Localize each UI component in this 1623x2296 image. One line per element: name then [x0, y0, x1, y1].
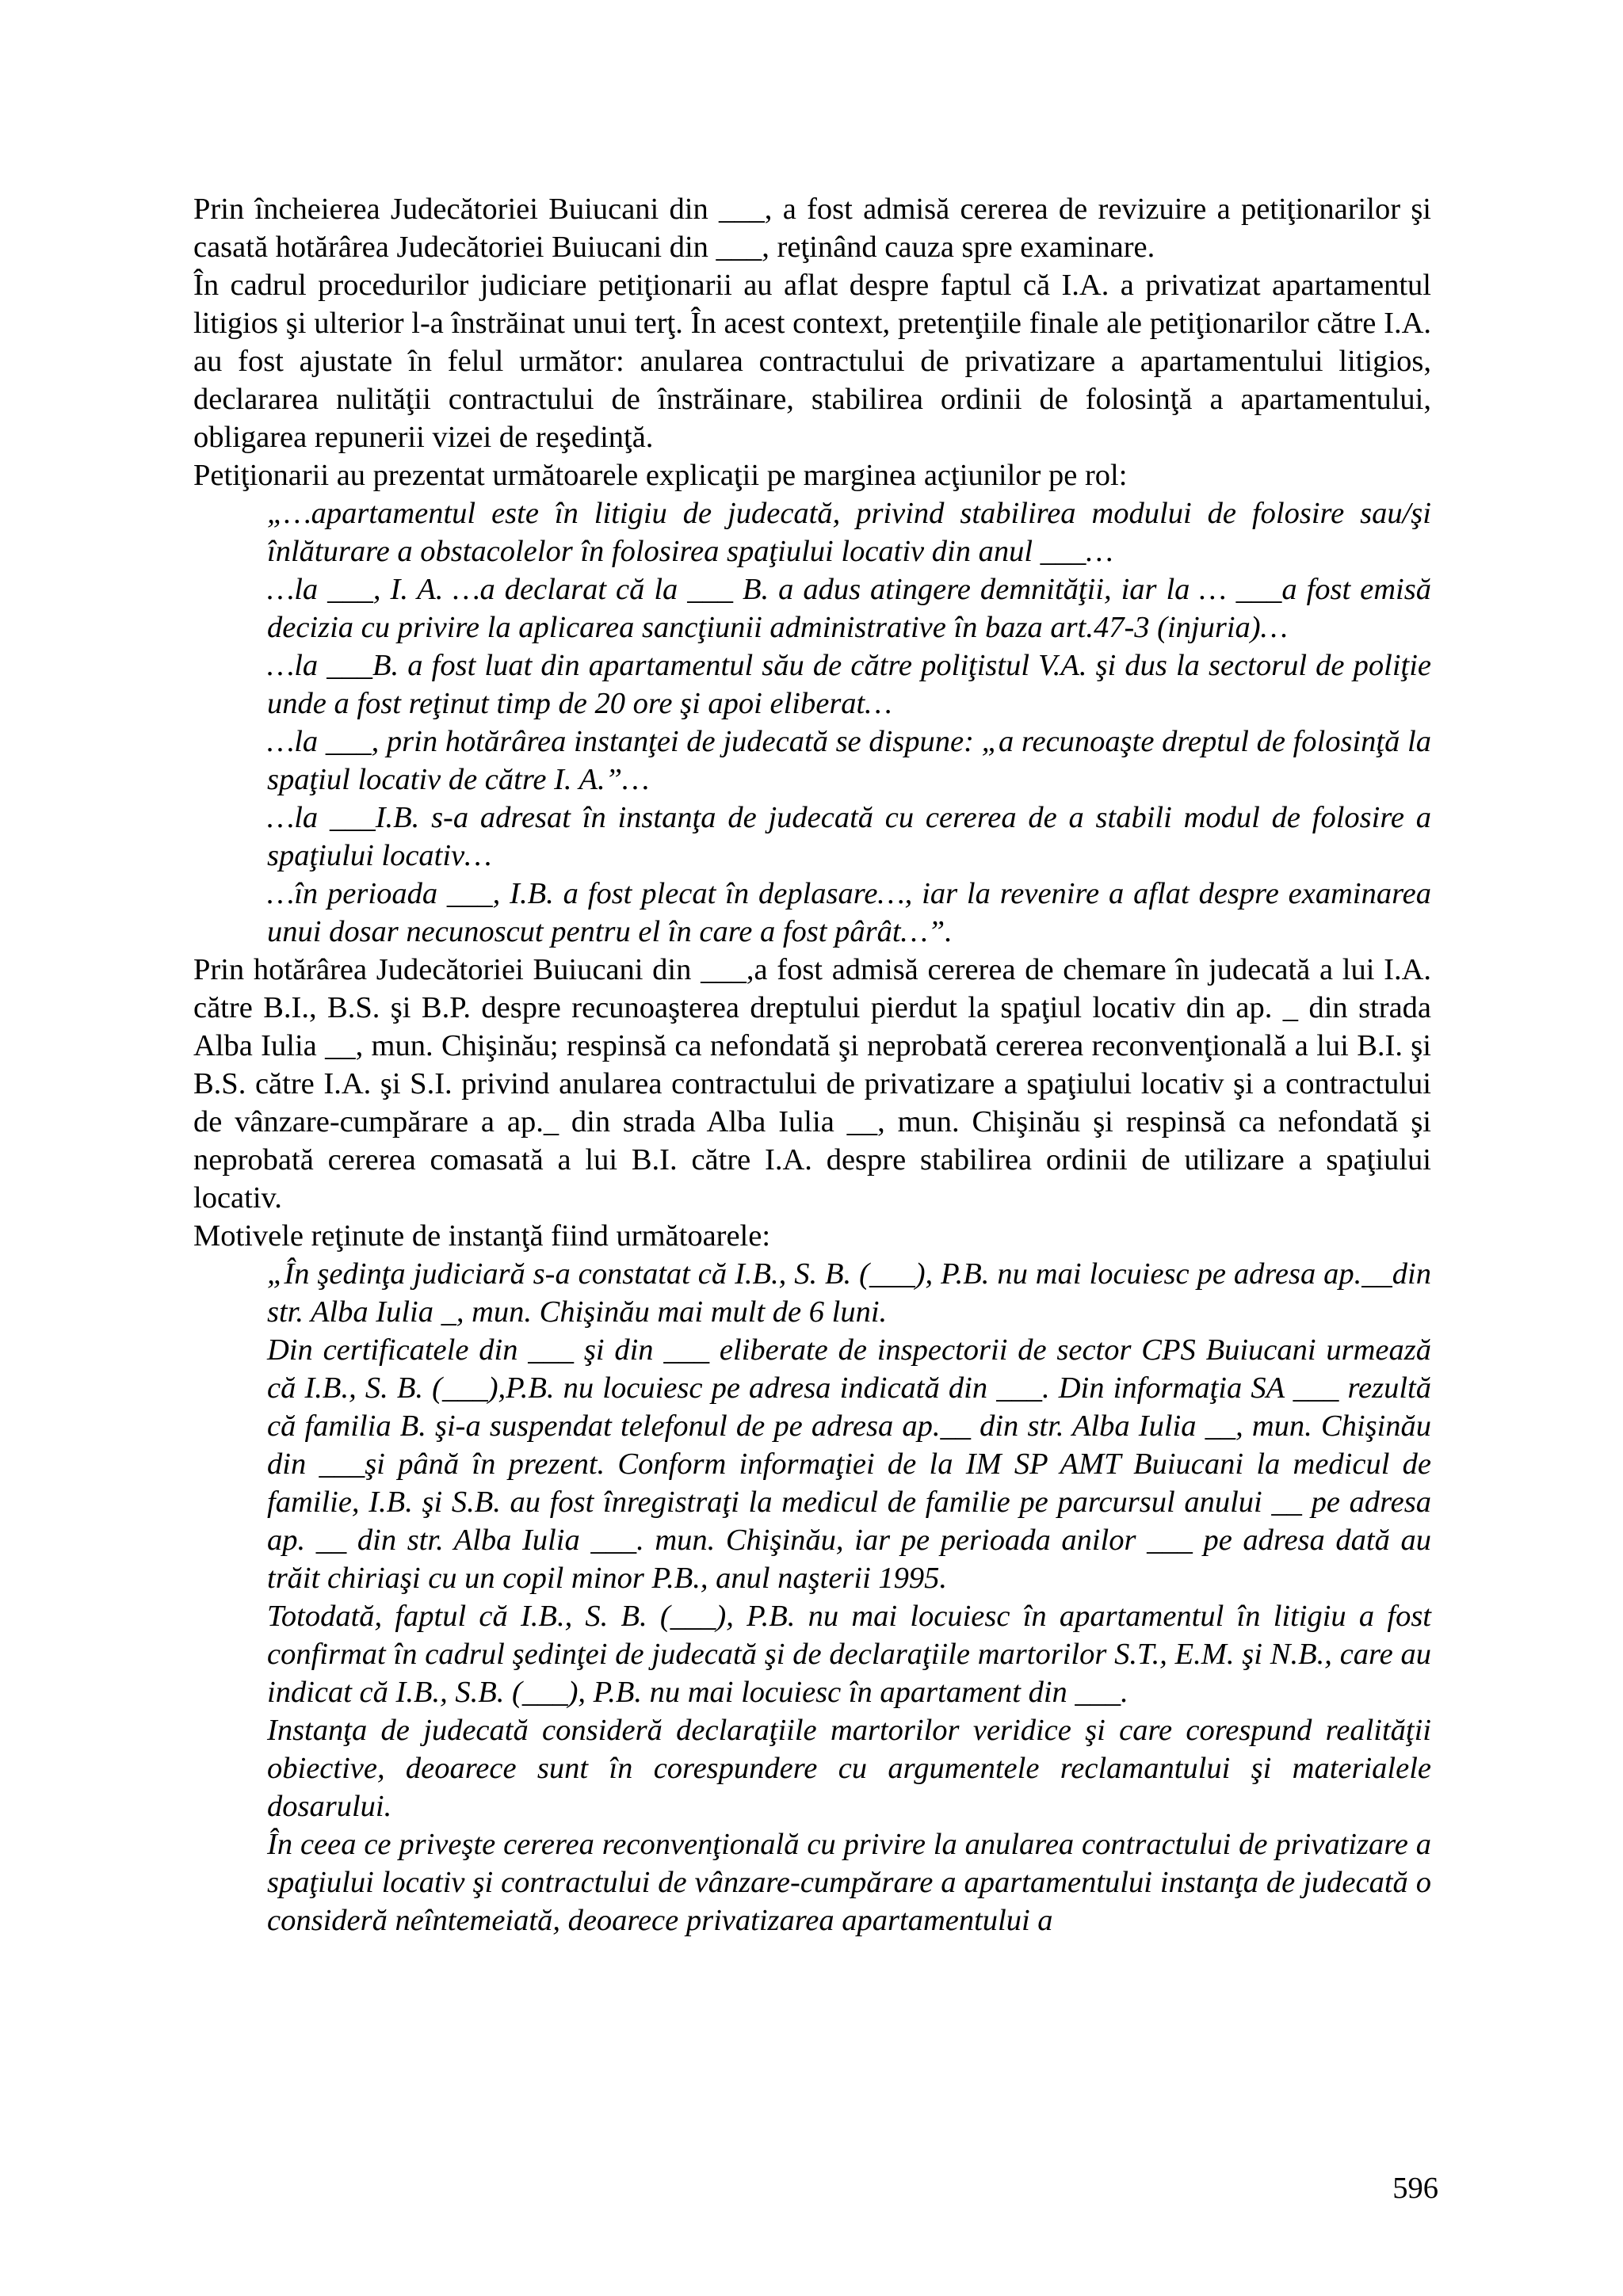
- quoted-paragraph: Din certificatele din ___ şi din ___ eliberate de inspectorii de sector CPS Buiucani urmează că I.B., S. B. (___),P.B. nu locuiesc pe adresa indicată din ___. Din informaţia SA ___ rezultă că familia B. şi-a suspendat telefonul de pe adresa ap.__ din str. Alba Iulia __, mun. Chişinău din ___şi până în prezent. Conform informaţiei de la IM SP AMT Buiucani la medicul de familie, I.B. şi S.B. au fost înregistraţi la medicul de familie pe parcursul anului __ pe adresa ap. __ din str. Alba Iulia ___. mun. Chişinău, iar pe perioada anilor ___ pe adresa dată au trăit chiriaşi cu un copil minor P.B., anul naşterii 1995.: [267, 1333, 1439, 1595]
- paragraph: Prin hotărârea Judecătoriei Buiucani din ___,a fost admisă cererea de chemare în judecată a lui I.A. către B.I., B.S. şi B.P. despre recunoaşterea dreptului pierdut la spaţiul locativ din ap. _ din strada Alba Iulia __, mun. Chişinău; respinsă ca nefondată şi neprobată cererea reconvenţională a lui B.I. şi B.S. către I.A. şi S.I. privind anularea contractului de privatizare a spaţiului locativ şi a contractului de vânzare-cumpărare a ap._ din strada Alba Iulia __, mun. Chişinău şi respinsă ca nefondată şi neprobată cererea comasată a lui B.I. către I.A. despre stabilirea ordinii de utilizare a spaţiului locativ.: [193, 953, 1439, 1215]
- quoted-paragraph: …la ___B. a fost luat din apartamentul său de către poliţistul V.A. şi dus la sectorul de poliţie unde a fost reţinut timp de 20 ore şi apoi eliberat…: [267, 649, 1439, 720]
- document-body: [193, 190, 1439, 1939]
- quoted-paragraph: „În şedinţa judiciară s-a constatat că I.B., S. B. (___), P.B. nu mai locuiesc pe adresa ap.__din str. Alba Iulia _, mun. Chişinău mai mult de 6 luni.: [267, 1257, 1439, 1329]
- paragraph: Petiţionarii au prezentat următoarele explicaţii pe marginea acţiunilor pe rol:: [193, 459, 1128, 492]
- quoted-paragraph: …la ___, I. A. …a declarat că la ___ B. a adus atingere demnităţii, iar la … ___a fost emisă decizia cu privire la aplicarea sancţiunii administrative în baza art.47-3 (injuria)…: [267, 573, 1439, 644]
- paragraph: În cadrul procedurilor judiciare petiţionarii au aflat despre faptul că I.A. a privatizat apartamentul litigios şi ulterior l-a înstrăinat unui terţ. În acest context, pretenţiile finale ale petiţionarilor către I.A. au fost ajustate în felul următor: anularea contractului de privatizare a apartamentului litigios, declararea nulităţii contractului de înstrăinare, stabilirea ordinii de folosinţă a apartamentului, obligarea repunerii vizei de reşedinţă.: [193, 269, 1439, 454]
- quoted-paragraph: …la ___, prin hotărârea instanţei de judecată se dispune: „a recunoaşte dreptul de folosinţă la spaţiul locativ de către I. A.”…: [267, 725, 1439, 796]
- quoted-paragraph: …în perioada ___, I.B. a fost plecat în deplasare…, iar la revenire a aflat despre examinarea unui dosar necunoscut pentru el în care a fost pârât…”.: [267, 877, 1439, 948]
- quoted-paragraph: În ceea ce priveşte cererea reconvenţională cu privire la anularea contractului de privatizare a spaţiului locativ şi contractului de vânzare-cumpărare a apartamentului instanţa de judecată o consideră neîntemeiată, deoarece privatizarea apartamentului a: [267, 1828, 1439, 1937]
- quoted-paragraph: Totodată, faptul că I.B., S. B. (___), P.B. nu mai locuiesc în apartamentul în litigiu a fost confirmat în cadrul şedinţei de judecată şi de declaraţiile martorilor S.T., E.M. şi N.B., care au indicat că I.B., S.B. (___), P.B. nu mai locuiesc în apartament din ___.: [267, 1600, 1439, 1709]
- quoted-paragraph: Instanţa de judecată consideră declaraţiile martorilor veridice şi care corespund realităţii obiective, deoarece sunt în corespundere cu argumentele reclamantului şi materialele dosarului.: [267, 1714, 1439, 1823]
- page-number: 596: [1392, 2172, 1438, 2205]
- quoted-paragraph: „…apartamentul este în litigiu de judecată, privind stabilirea modului de folosire sau/şi înlăturare a obstacolelor în folosirea spaţiului locativ din anul ___…: [267, 497, 1439, 568]
- quoted-paragraph: …la ___I.B. s-a adresat în instanţa de judecată cu cererea de a stabili modul de folosire a spaţiului locativ…: [267, 801, 1439, 872]
- paragraph: Motivele reţinute de instanţă fiind următoarele:: [193, 1219, 771, 1253]
- paragraph: Prin încheierea Judecătoriei Buiucani din ___, a fost admisă cererea de revizuire a petiţionarilor şi casată hotărârea Judecătoriei Buiucani din ___, reţinând cauza spre examinare.: [193, 193, 1439, 264]
